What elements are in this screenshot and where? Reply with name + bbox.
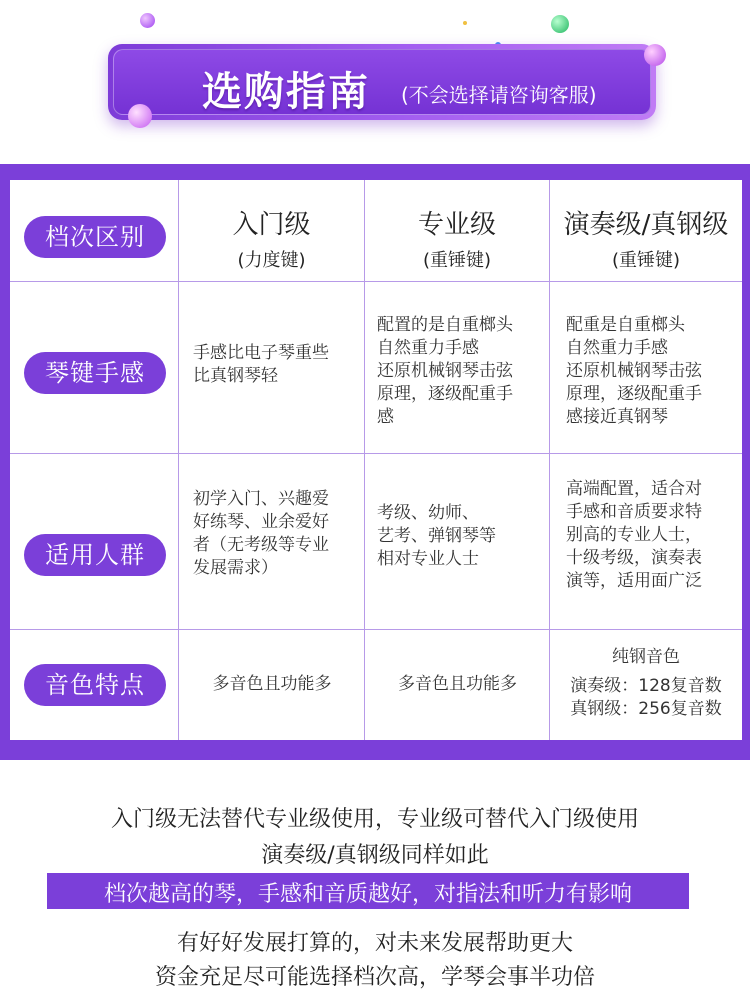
table-cell xyxy=(179,630,365,740)
audience-pro: 考级、幼师、 艺考、弹钢琴等 相对专业人士 xyxy=(377,503,496,569)
page-subtitle: (不会选择请咨询客服) xyxy=(401,83,597,107)
audience-concert: 高端配置，适合对 手感和音质要求特 别高的专业人士， 十级考级，演奏表 演等，适用面广泛 xyxy=(566,479,702,591)
decor-ball xyxy=(128,104,152,128)
table-cell xyxy=(10,180,179,282)
title-banner xyxy=(108,44,656,120)
table-cell xyxy=(365,630,550,740)
row-label-tone: 音色特点 xyxy=(24,664,166,706)
tone-pro: 多音色且功能多 xyxy=(398,674,517,694)
row-label-feel: 琴键手感 xyxy=(24,352,166,394)
table-cell xyxy=(550,282,742,454)
audience-entry: 初学入门、兴趣爱 好练琴、业余爱好 者（无考级等专业 发展需求） xyxy=(193,489,329,578)
table-cell xyxy=(10,282,179,454)
highlight-bar xyxy=(47,873,689,909)
decor-ball xyxy=(140,13,155,28)
column-title-pro: 专业级 xyxy=(417,210,496,240)
table-cell xyxy=(365,454,550,630)
table-cell xyxy=(10,454,179,630)
footer-note-4: 资金充足尽可能选择档次高，学琴会事半功倍 xyxy=(154,965,595,990)
footer-note-1: 入门级无法替代专业级使用，专业级可替代入门级使用 xyxy=(110,807,639,832)
table-cell xyxy=(365,282,550,454)
column-title-concert: 演奏级/真钢级 xyxy=(563,210,729,240)
comparison-table xyxy=(0,164,750,760)
column-title-entry: 入门级 xyxy=(232,210,311,240)
highlight-text: 档次越高的琴，手感和音质越好，对指法和听力有影响 xyxy=(103,882,632,907)
table-cell xyxy=(179,454,365,630)
column-subtitle-concert: (重锤键) xyxy=(611,250,681,271)
table-cell xyxy=(550,454,742,630)
table-cell xyxy=(179,282,365,454)
column-subtitle-pro: (重锤键) xyxy=(422,250,492,271)
feel-pro: 配置的是自重榔头 自然重力手感 还原机械钢琴击弦 原理，逐级配重手 感 xyxy=(377,315,513,427)
decor-ball xyxy=(644,44,666,66)
decor-ball xyxy=(551,15,569,33)
column-subtitle-entry: (力度键) xyxy=(237,250,306,271)
decor-dot xyxy=(463,21,467,25)
table-grid xyxy=(10,180,742,740)
row-label-audience: 适用人群 xyxy=(24,534,166,576)
column-header xyxy=(550,180,742,282)
row-label-tier: 档次区别 xyxy=(24,216,166,258)
footer-note-3: 有好好发展打算的，对未来发展帮助更大 xyxy=(176,931,573,956)
tone-entry: 多音色且功能多 xyxy=(212,674,332,694)
tone-concert: 纯钢音色 演奏级：128复音数 真钢级：256复音数 xyxy=(570,647,722,719)
feel-concert: 配重是自重榔头 自然重力手感 还原机械钢琴击弦 原理，逐级配重手 感接近真钢琴 xyxy=(566,315,702,427)
column-header xyxy=(365,180,550,282)
table-cell xyxy=(550,630,742,740)
header xyxy=(0,0,750,150)
feel-entry: 手感比电子琴重些 比真钢琴轻 xyxy=(193,343,329,386)
page-title: 选购指南 xyxy=(202,69,370,115)
footer-note-2: 演奏级/真钢级同样如此 xyxy=(261,843,489,868)
table-cell xyxy=(10,630,179,740)
column-header xyxy=(179,180,365,282)
